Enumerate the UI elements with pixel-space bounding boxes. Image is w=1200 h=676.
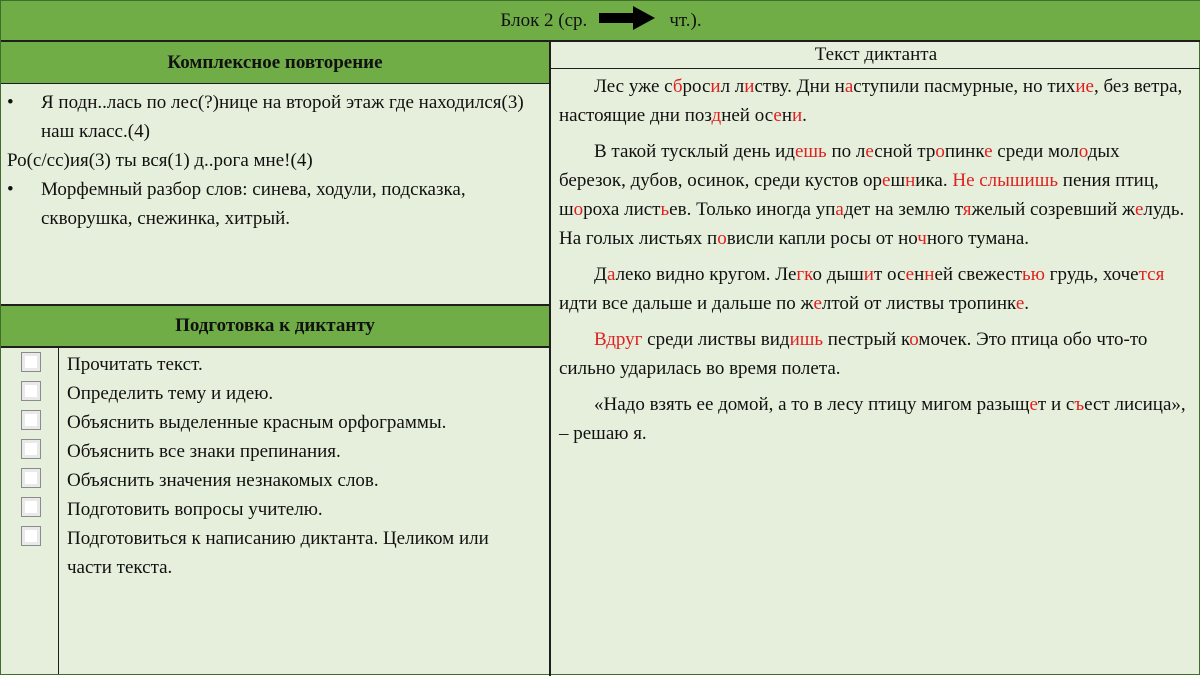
review-item-text: Морфемный разбор слов: синева, ходули, подсказка, скворушка, снежинка, хитрый. [41, 179, 466, 229]
highlighted-orthogram: н [924, 264, 935, 285]
dictation-paragraph: Вдруг среди листвы видишь пестрый комочек. Это птица обо что-то сильно ударилась во время полета. [559, 329, 1148, 379]
prep-item: Определить тему и идею. [67, 383, 274, 404]
dictation-text [551, 69, 1200, 448]
prep-item: Объяснить все знаки препинания. [67, 441, 341, 462]
highlighted-orthogram: е [1134, 199, 1144, 220]
highlighted-orthogram: ишь [789, 329, 824, 350]
review-item [7, 175, 541, 233]
highlighted-orthogram: ь [660, 199, 670, 220]
column-divider [58, 348, 59, 674]
highlighted-orthogram: д [711, 105, 722, 126]
highlighted-orthogram: а [844, 76, 854, 97]
highlighted-orthogram: Не слышишь [952, 170, 1059, 191]
prep-item: Прочитать текст. [67, 354, 203, 375]
checkbox[interactable] [21, 410, 41, 430]
right-arrow-icon [599, 6, 655, 36]
review-item [7, 88, 541, 146]
highlighted-orthogram: н [905, 170, 916, 191]
bullet-icon: • [7, 92, 14, 113]
prep-header: Подготовка к диктанту [1, 306, 549, 348]
checkbox[interactable] [21, 381, 41, 401]
highlighted-orthogram: е [865, 141, 875, 162]
checkbox[interactable] [21, 352, 41, 372]
highlighted-orthogram: а [835, 199, 844, 220]
prep-panel [1, 348, 549, 674]
review-line: Ро(с/сс)ия(3) ты вся(1) д..рога мне!(4) [7, 150, 313, 171]
prep-item: Объяснить значения незнакомых слов. [67, 470, 379, 491]
checkbox[interactable] [21, 439, 41, 459]
banner-left-text: Блок 2 (ср. [500, 9, 588, 31]
prep-list [67, 350, 537, 582]
highlighted-orthogram: е [813, 293, 822, 314]
review-header: Комплексное повторение [1, 42, 549, 84]
highlighted-orthogram: е [1029, 394, 1038, 415]
dictation-paragraph: «Надо взять ее домой, а то в лесу птицу мигом разыщет и съест лисица», – решаю я. [559, 394, 1186, 444]
highlighted-orthogram: Вдруг [594, 329, 643, 350]
prep-item: Объяснить выделенные красным орфограммы. [67, 412, 447, 433]
highlighted-orthogram: и [744, 76, 755, 97]
dictation-paragraph: Лес уже сбросил листву. Дни наступили пасмурные, но тихие, без ветра, настоящие дни поздней осени. [559, 76, 1183, 126]
checkbox-column [21, 352, 45, 555]
highlighted-orthogram: о [717, 228, 727, 249]
prep-item: Подготовиться к написанию диктанта. Целиком или части текста. [67, 528, 489, 578]
highlighted-orthogram: ью [1022, 264, 1045, 285]
highlighted-orthogram: ешь [794, 141, 827, 162]
highlighted-orthogram: е [882, 170, 891, 191]
highlighted-orthogram: я [962, 199, 972, 220]
highlighted-orthogram: о [935, 141, 945, 162]
highlighted-orthogram: е [984, 141, 993, 162]
checkbox[interactable] [21, 526, 41, 546]
checkbox[interactable] [21, 497, 41, 517]
highlighted-orthogram: и [863, 264, 874, 285]
left-column [1, 42, 551, 676]
checkbox[interactable] [21, 468, 41, 488]
highlighted-orthogram: гк [796, 264, 813, 285]
bullet-icon: • [7, 179, 14, 200]
highlighted-orthogram: тся [1138, 264, 1165, 285]
prep-item: Подготовить вопросы учителю. [67, 499, 323, 520]
highlighted-orthogram: и [710, 76, 721, 97]
review-panel [1, 84, 549, 306]
highlighted-orthogram: а [606, 264, 616, 285]
review-item-text: Я подн..лась по лес(?)нице на второй этаж где находился(3) наш класс.(4) [41, 92, 524, 142]
highlighted-orthogram: е [905, 264, 915, 285]
highlighted-orthogram: и [791, 105, 803, 126]
highlighted-orthogram: о [909, 329, 919, 350]
highlighted-orthogram: е [773, 105, 782, 126]
highlighted-orthogram: б [672, 76, 683, 97]
highlighted-orthogram: о [1078, 141, 1088, 162]
right-column [551, 42, 1200, 676]
highlighted-orthogram: о [573, 199, 584, 220]
highlighted-orthogram: ъ [1074, 394, 1085, 415]
dictation-paragraph: В такой тусклый день идешь по лесной тропинке среди молодых березок, дубов, осинок, среди кустов орешника. Не слышишь пения птиц, шороха листьев. Только иногда упадет на землю тяжелый созревший желудь. На голых листьях повисли капли росы от ночного тумана. [559, 141, 1185, 249]
highlighted-orthogram: ие [1075, 76, 1094, 97]
dictation-paragraph: Далеко видно кругом. Легко дышит осенней свежестью грудь, хочется идти все дальше и дальше по желтой от листвы тропинке. [559, 264, 1165, 314]
banner-right-text: чт.). [669, 9, 702, 31]
dictation-header: Текст диктанта [551, 42, 1200, 69]
highlighted-orthogram: ч [917, 228, 927, 249]
highlighted-orthogram: е [1015, 293, 1025, 314]
banner [1, 1, 1200, 42]
